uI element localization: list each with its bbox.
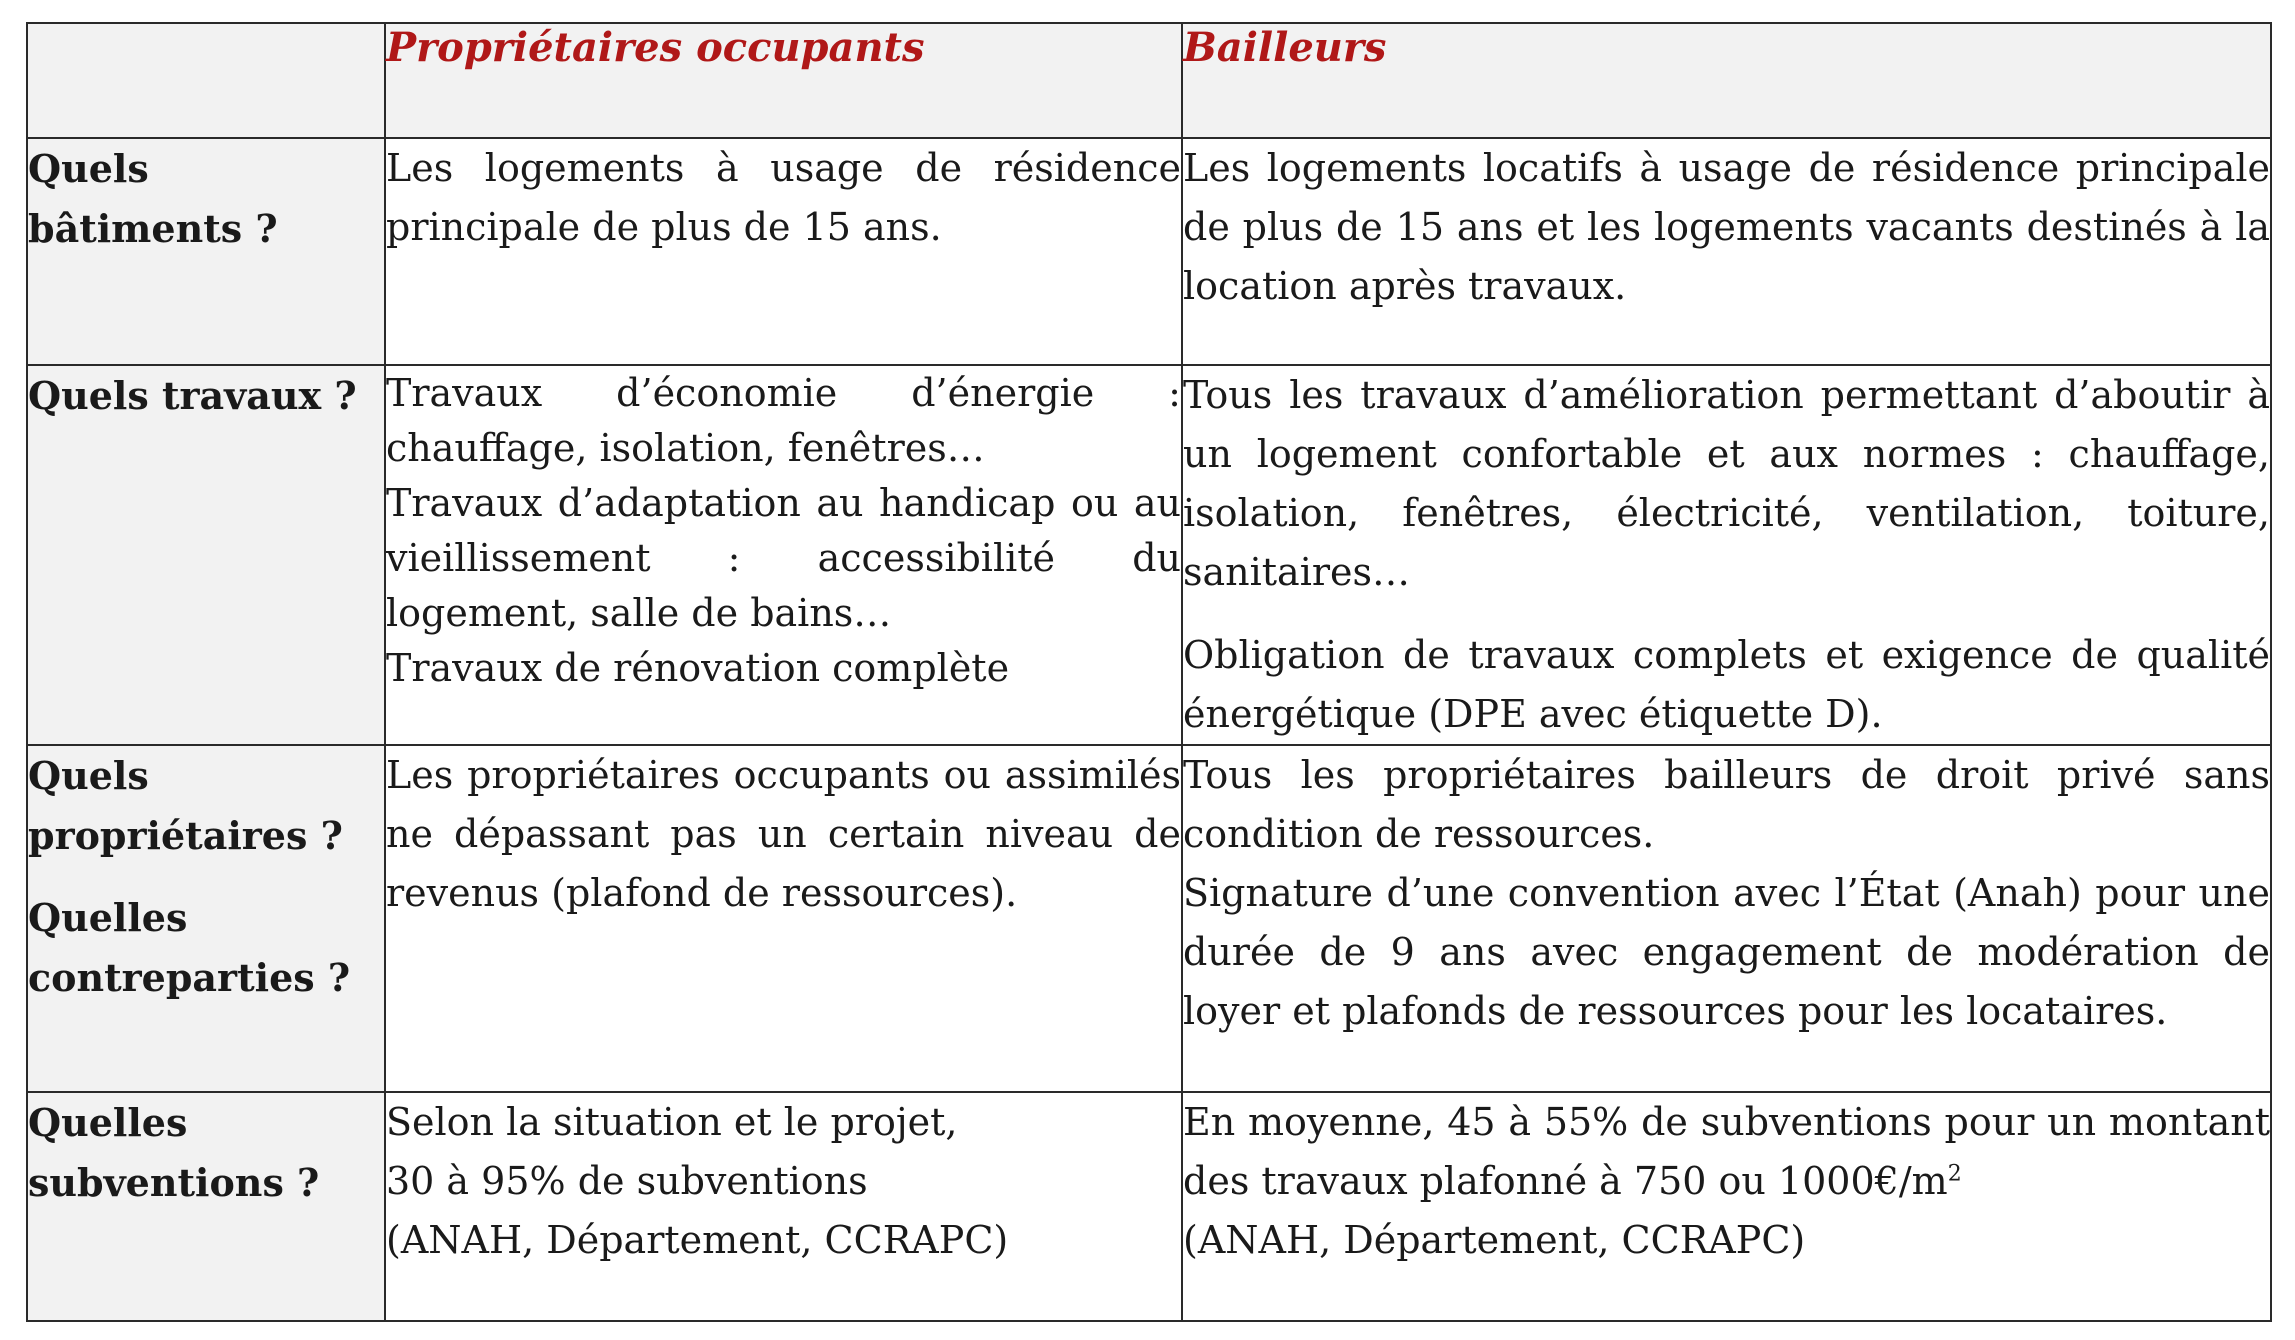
row-label-batiments [27, 138, 385, 365]
table-row-proprietaires [27, 745, 2271, 1092]
cell-line: (ANAH, Département, CCRAPC) [1183, 1218, 1806, 1262]
cell-line [1183, 1093, 2270, 1211]
header-corner [27, 23, 385, 138]
cell-bailleurs-proprietaires [1182, 745, 2271, 1092]
row-label-line: contreparties ? [28, 955, 351, 1000]
subvention-text: En moyenne, 45 à 55% de subventions pour un montant des travaux plafonné à 750 ou 1000€/m [1183, 1100, 2270, 1203]
cell-line: (ANAH, Département, CCRAPC) [386, 1218, 1009, 1262]
cell-line: Travaux d’économie d’énergie : chauffage, isolation, fenêtres… [386, 371, 1181, 470]
cell-bailleurs-travaux [1182, 365, 2271, 745]
cell-occupants-travaux [385, 365, 1182, 745]
cell-line: Selon la situation et le projet, [386, 1100, 958, 1144]
row-label-line: Quelles [28, 895, 188, 940]
row-label-line: propriétaires ? [28, 813, 343, 858]
row-label-line: Quelles [28, 1100, 188, 1145]
row-label-line: subventions ? [28, 1160, 320, 1205]
row-label-travaux: Quels travaux ? [27, 365, 385, 745]
cell-bailleurs-batiments: Les logements locatifs à usage de résidence principale de plus de 15 ans et les logements vacants destinés à la location après travaux. [1182, 138, 2271, 365]
header-proprietaires-occupants: Propriétaires occupants [385, 23, 1182, 138]
row-label-proprietaires [27, 745, 385, 1092]
cell-line: Travaux d’adaptation au handicap ou au vieillissement : accessibilité du logement, salle de bains… [386, 481, 1181, 635]
row-label-subventions [27, 1092, 385, 1321]
cell-occupants-subventions [385, 1092, 1182, 1321]
cell-bailleurs-subventions [1182, 1092, 2271, 1321]
table-row-subventions [27, 1092, 2271, 1321]
cell-line: Signature d’une convention avec l’État (Anah) pour une durée de 9 ans avec engagement de modération de loyer et plafonds de ressources pour les locataires. [1183, 871, 2270, 1033]
cell-line: Tous les propriétaires bailleurs de droit privé sans condition de ressources. [1183, 753, 2270, 856]
cell-paragraph: Obligation de travaux complets et exigence de qualité énergétique (DPE avec étiquette D). [1183, 633, 2270, 736]
row-label-line: bâtiments ? [28, 206, 278, 251]
table-row-travaux [27, 365, 2271, 745]
header-bailleurs: Bailleurs [1182, 23, 2271, 138]
superscript-two: 2 [1947, 1161, 1962, 1187]
table-row-batiments [27, 138, 2271, 365]
row-label-line: Quels [28, 753, 149, 798]
cell-line: 30 à 95% de subventions [386, 1159, 868, 1203]
comparison-table [26, 22, 2272, 1322]
cell-line: Travaux de rénovation complète [386, 646, 1010, 690]
cell-paragraph: Tous les travaux d’amélioration permettant d’aboutir à un logement confortable et aux normes : chauffage, isolation, fenêtres, électricité, ventilation, toiture, sanitaires… [1183, 373, 2270, 594]
header-row [27, 23, 2271, 138]
cell-occupants-batiments: Les logements à usage de résidence principale de plus de 15 ans. [385, 138, 1182, 365]
cell-occupants-proprietaires: Les propriétaires occupants ou assimilés ne dépassant pas un certain niveau de revenus (plafond de ressources). [385, 745, 1182, 1092]
row-label-line: Quels [28, 146, 149, 191]
